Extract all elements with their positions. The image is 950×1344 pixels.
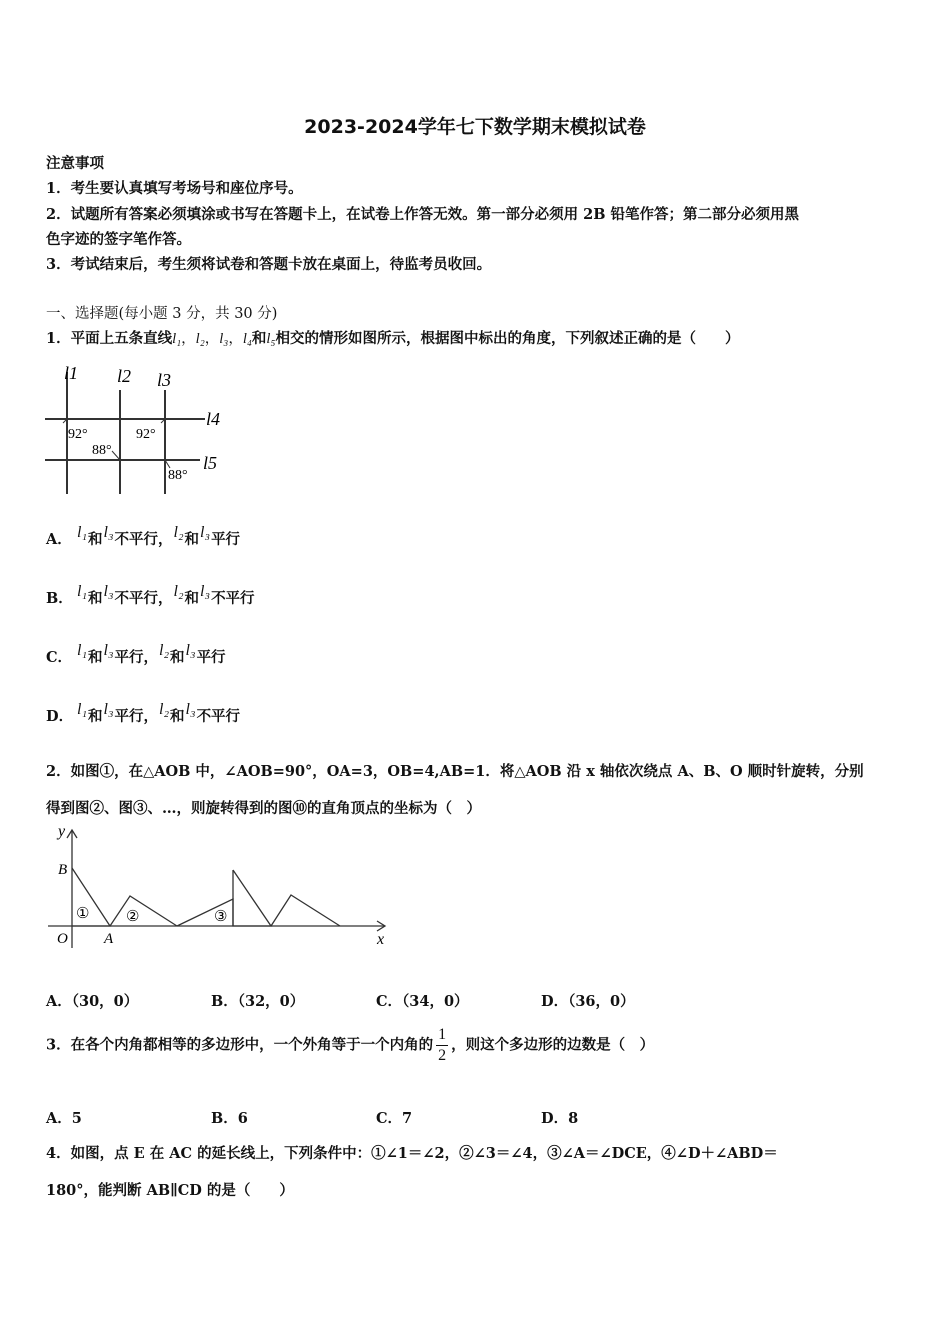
question-2-stem-line-1: 2．如图①，在△AOB 中，∠AOB=90°，OA=3，OB=4,AB=1．将△AOB 沿 x 轴依次绕点 A、B、O 顺时针旋转，分别 [46,763,864,780]
notice-heading: 注意事项 [46,155,104,172]
question-3-stem: 3．在各个内角都相等的多边形中，一个外角等于一个内角的 $\frac{1}{2}$ ，则这个多边形的边数是（ ） [46,1026,655,1064]
question-2-option-b[interactable]: B．（32，0） [211,993,305,1010]
point-b-label: B [58,862,68,878]
axis-x-label: x [377,931,385,948]
question-4-stem-line-2: 180°，能判断 AB∥CD 的是（ ） [46,1182,294,1199]
figure-label-l5: l5 [203,453,218,473]
question-1-figure [40,362,240,502]
point-o-label: O [57,931,68,947]
notice-item-1: 1．考生要认真填写考场号和座位序号。 [46,180,303,197]
figure-label-l2: l2 [117,366,132,386]
notice-item-3: 3．考试结束后，考生须将试卷和答题卡放在桌面上，待监考员收回。 [46,256,492,273]
question-1-option-d[interactable]: D． l₁和l₃平行，l₂和l₃不平行 [46,701,241,725]
angle-label-92-right: 92° [136,427,156,442]
question-1-option-c[interactable]: C． l₁和l₃平行，l₂和l₃平行 [46,642,226,666]
point-a-label: A [104,931,114,947]
question-4-stem-line-1: 4．如图，点 E 在 AC 的延长线上，下列条件中：①∠1＝∠2，②∠3＝∠4，③∠A＝∠DCE，④∠D＋∠ABD＝ [46,1145,778,1162]
figure-label-l1: l1 [64,363,79,383]
question-3-option-d[interactable]: D．8 [541,1110,579,1127]
figure-mark-2: ② [126,909,140,925]
question-3-option-c[interactable]: C．7 [376,1110,413,1127]
figure-mark-1: ① [76,906,90,922]
question-1-option-b[interactable]: B． l₁和l₃不平行，l₂和l₃不平行 [46,583,255,607]
figure-mark-3: ③ [214,909,228,925]
question-2-option-a[interactable]: A．（30，0） [46,993,139,1010]
notice-item-2: 2．试题所有答案必须填涂或书写在答题卡上，在试卷上作答无效。第一部分必须用 2B 铅笔作答；第二部分必须用黑 [46,206,800,223]
figure-label-l4: l4 [206,409,221,429]
section-heading: 一、选择题(每小题 3 分，共 30 分) [46,306,278,322]
axis-y-label: y [58,823,66,840]
question-3-option-a[interactable]: A．5 [46,1110,82,1127]
question-2-figure [40,822,400,952]
question-2-option-d[interactable]: D．（36，0） [541,993,635,1010]
question-1-option-a[interactable]: A． l₁和l₃不平行，l₂和l₃平行 [46,524,241,548]
question-2-option-c[interactable]: C．（34，0） [376,993,469,1010]
page-title: 2023-2024学年七下数学期末模拟试卷 [304,116,646,138]
figure-label-l3: l3 [157,370,172,390]
angle-label-92-left: 92° [68,427,88,442]
question-3-option-b[interactable]: B．6 [211,1110,248,1127]
notice-item-2-cont: 色字迹的签字笔作答。 [46,231,191,248]
angle-label-88-left: 88° [92,443,112,458]
fraction-one-half: $\frac{1}{2}$ [438,1026,447,1064]
question-2-stem-line-2: 得到图②、图③、…，则旋转得到的图⑩的直角顶点的坐标为（ ） [46,800,481,817]
question-1-stem: 1．平面上五条直线l₁，l₂，l₃，l₄和l₅相交的情形如图所示，根据图中标出的角度，下列叙述正确的是（ ） [46,330,740,347]
angle-label-88-right: 88° [168,468,188,483]
